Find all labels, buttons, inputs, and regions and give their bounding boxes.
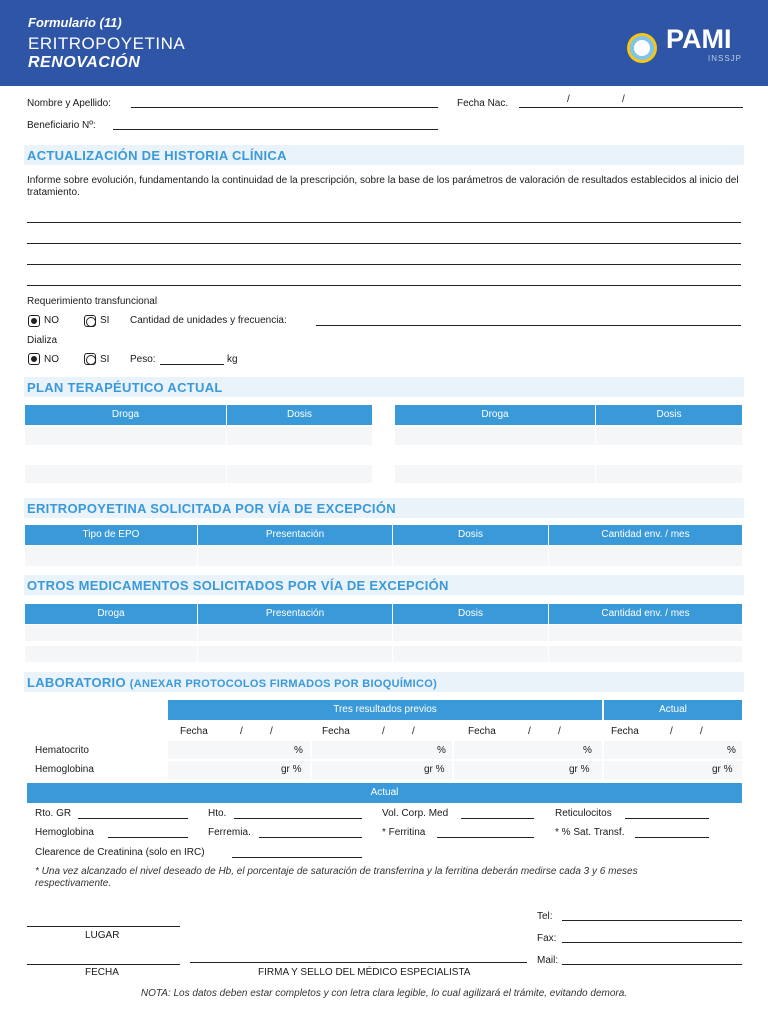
otros-header-presentacion: Presentación [198,604,392,624]
epo-header-dosis: Dosis [393,525,548,545]
historia-line[interactable] [27,264,741,265]
unit-label: gr % [424,764,445,775]
otros-cell[interactable] [25,646,197,662]
form-title: ERITROPOYETINA [28,34,186,53]
si-label: SI [100,315,110,326]
lugar-label: LUGAR [85,930,120,941]
requerimiento-no-radio[interactable] [28,315,40,327]
peso-field[interactable] [160,364,224,365]
footer-nota: NOTA: Los datos deben estar completos y con letra clara legible, lo cual agilizará el trámite, evitando demora. [140,988,628,999]
plan-header-dosis: Dosis [227,405,372,425]
fecha-nac-field[interactable] [519,107,743,108]
lugar-field[interactable] [27,926,180,927]
logo-subtext: INSSJP [708,54,743,63]
epo-header-presentacion: Presentación [198,525,392,545]
date-slash: / [240,726,243,737]
lab-cell[interactable] [168,741,310,759]
no-label: NO [44,354,59,365]
plan-cell[interactable] [25,465,226,483]
hto-label: Hto. [208,808,227,819]
section-historia [24,145,744,165]
requerimiento-si-radio[interactable] [84,315,96,327]
date-slash: / [528,726,531,737]
date-slash: / [382,726,385,737]
logo-text: PAMI [666,24,732,54]
epo-cell[interactable] [549,546,742,566]
plan-cell[interactable] [596,465,742,483]
historia-line[interactable] [27,222,741,223]
kg-label: kg [227,354,238,365]
section-title: LABORATORIO [27,675,126,690]
fax-field[interactable] [562,942,742,943]
section-title: ACTUALIZACIÓN DE HISTORIA CLÍNICA [27,148,287,163]
otros-cell[interactable] [393,625,548,641]
plan-cell[interactable] [395,427,595,445]
ferremia-field[interactable] [259,837,362,838]
section-note: (ANEXAR PROTOCOLOS FIRMADOS POR BIOQUÍMICO) [129,678,438,690]
fecha-label: FECHA [85,967,119,978]
otros-cell[interactable] [393,646,548,662]
otros-cell[interactable] [25,625,197,641]
ferritina-label: * Ferritina [382,827,426,838]
fecha-nac-label: Fecha Nac. [457,98,509,109]
unit-label: % [437,745,446,756]
historia-line[interactable] [27,285,741,286]
cantidad-field[interactable] [316,325,741,326]
otros-cell[interactable] [549,646,742,662]
lab-cell[interactable] [454,741,602,759]
hematocrito-label: Hematocrito [35,745,89,756]
beneficiario-field[interactable] [113,129,438,130]
nombre-field[interactable] [131,107,438,108]
unit-label: gr % [281,764,302,775]
dializa-si-radio[interactable] [84,353,96,365]
plan-cell[interactable] [227,427,372,445]
section-plan [24,377,744,397]
historia-line[interactable] [27,243,741,244]
ferritina-field[interactable] [437,837,534,838]
date-slash: / [700,726,703,737]
otros-header-dosis: Dosis [393,604,548,624]
section-epo [24,498,744,518]
plan-cell[interactable] [596,427,742,445]
hemoglobina-actual-field[interactable] [108,837,188,838]
date-slash: / [622,94,625,105]
section-title: PLAN TERAPÉUTICO ACTUAL [27,380,223,395]
date-slash: / [412,726,415,737]
dializa-no-radio[interactable] [28,353,40,365]
tel-field[interactable] [562,920,742,921]
clearence-field[interactable] [232,857,362,858]
date-slash: / [558,726,561,737]
otros-cell[interactable] [198,625,392,641]
plan-cell[interactable] [395,465,595,483]
otros-header-cantidad: Cantidad env. / mes [549,604,742,624]
reticulocitos-field[interactable] [625,818,709,819]
reticulocitos-label: Reticulocitos [555,808,612,819]
section-title: ERITROPOYETINA SOLICITADA POR VÍA DE EXCEPCIÓN [27,501,396,516]
lab-header-previos: Tres resultados previos [168,700,602,720]
no-label: NO [44,315,59,326]
epo-cell[interactable] [25,546,197,566]
hemoglobina-actual-label: Hemoglobina [35,827,94,838]
lab-fecha-label: Fecha [611,726,639,737]
unit-label: % [294,745,303,756]
epo-header-tipo: Tipo de EPO [25,525,197,545]
fecha-field[interactable] [27,964,180,965]
lab-cell[interactable] [312,741,452,759]
nombre-label: Nombre y Apellido: [27,98,111,109]
epo-header-cantidad: Cantidad env. / mes [549,525,742,545]
vol-corp-field[interactable] [461,818,534,819]
firma-label: FIRMA Y SELLO DEL MÉDICO ESPECIALISTA [258,967,471,978]
lab-actual-bar: Actual [27,783,742,803]
plan-cell[interactable] [25,427,226,445]
vol-corp-label: Vol. Corp. Med [382,808,449,819]
date-slash: / [567,94,570,105]
peso-label: Peso: [130,354,156,365]
mail-label: Mail: [537,955,559,966]
hto-field[interactable] [234,818,362,819]
otros-header-droga: Droga [25,604,197,624]
si-label: SI [100,354,110,365]
lab-cell[interactable] [604,741,742,759]
form-subtitle: RENOVACIÓN [28,54,141,71]
form-header [0,0,768,86]
firma-field[interactable] [190,962,527,963]
otros-cell[interactable] [198,646,392,662]
clearence-label: Clearence de Creatinina (solo en IRC) [35,847,205,858]
epo-cell[interactable] [198,546,392,566]
cantidad-label: Cantidad de unidades y frecuencia: [130,315,287,326]
beneficiario-label: Beneficiario Nº: [27,120,96,131]
epo-cell[interactable] [393,546,548,566]
plan-header-droga: Droga [395,405,595,425]
fax-label: Fax: [537,933,557,944]
mail-field[interactable] [562,964,742,965]
lab-fecha-label: Fecha [468,726,496,737]
rto-gr-label: Rto. GR [35,808,72,819]
unit-label: % [583,745,592,756]
unit-label: % [727,745,736,756]
pami-sun-icon [624,30,660,66]
otros-cell[interactable] [549,625,742,641]
sat-transf-field[interactable] [635,837,709,838]
lab-fecha-label: Fecha [180,726,208,737]
sat-transf-label: * % Sat. Transf. [555,827,625,838]
plan-cell[interactable] [227,465,372,483]
date-slash: / [270,726,273,737]
date-slash: / [670,726,673,737]
section-title: OTROS MEDICAMENTOS SOLICITADOS POR VÍA DE EXCEPCIÓN [27,578,449,593]
dializa-label: Dializa [27,335,58,346]
plan-header-dosis: Dosis [596,405,742,425]
section-laboratorio [24,672,744,692]
unit-label: gr % [569,764,590,775]
pami-logo [624,24,744,68]
lab-header-actual: Actual [604,700,742,720]
hemoglobina-label: Hemoglobina [35,764,94,775]
requerimiento-label: Requerimiento transfuncional [27,296,158,307]
tel-label: Tel: [537,911,553,922]
plan-header-droga: Droga [25,405,226,425]
form-number: Formulario (11) [28,15,122,30]
lab-fecha-label: Fecha [322,726,350,737]
lab-footnote: * Una vez alcanzado el nivel deseado de Hb, el porcentaje de saturación de transferrina y la ferritina deberán medirse cada 3 y 6 meses respectivamente. [35,866,638,889]
section-otros [24,575,744,595]
historia-instructions: Informe sobre evolución, fundamentando la continuidad de la prescripción, sobre la base de los parámetros de valoración de resultados establecidos al inicio del tratamiento. [27,175,739,198]
unit-label: gr % [712,764,733,775]
rto-gr-field[interactable] [78,818,188,819]
ferremia-label: Ferremia. [208,827,251,838]
